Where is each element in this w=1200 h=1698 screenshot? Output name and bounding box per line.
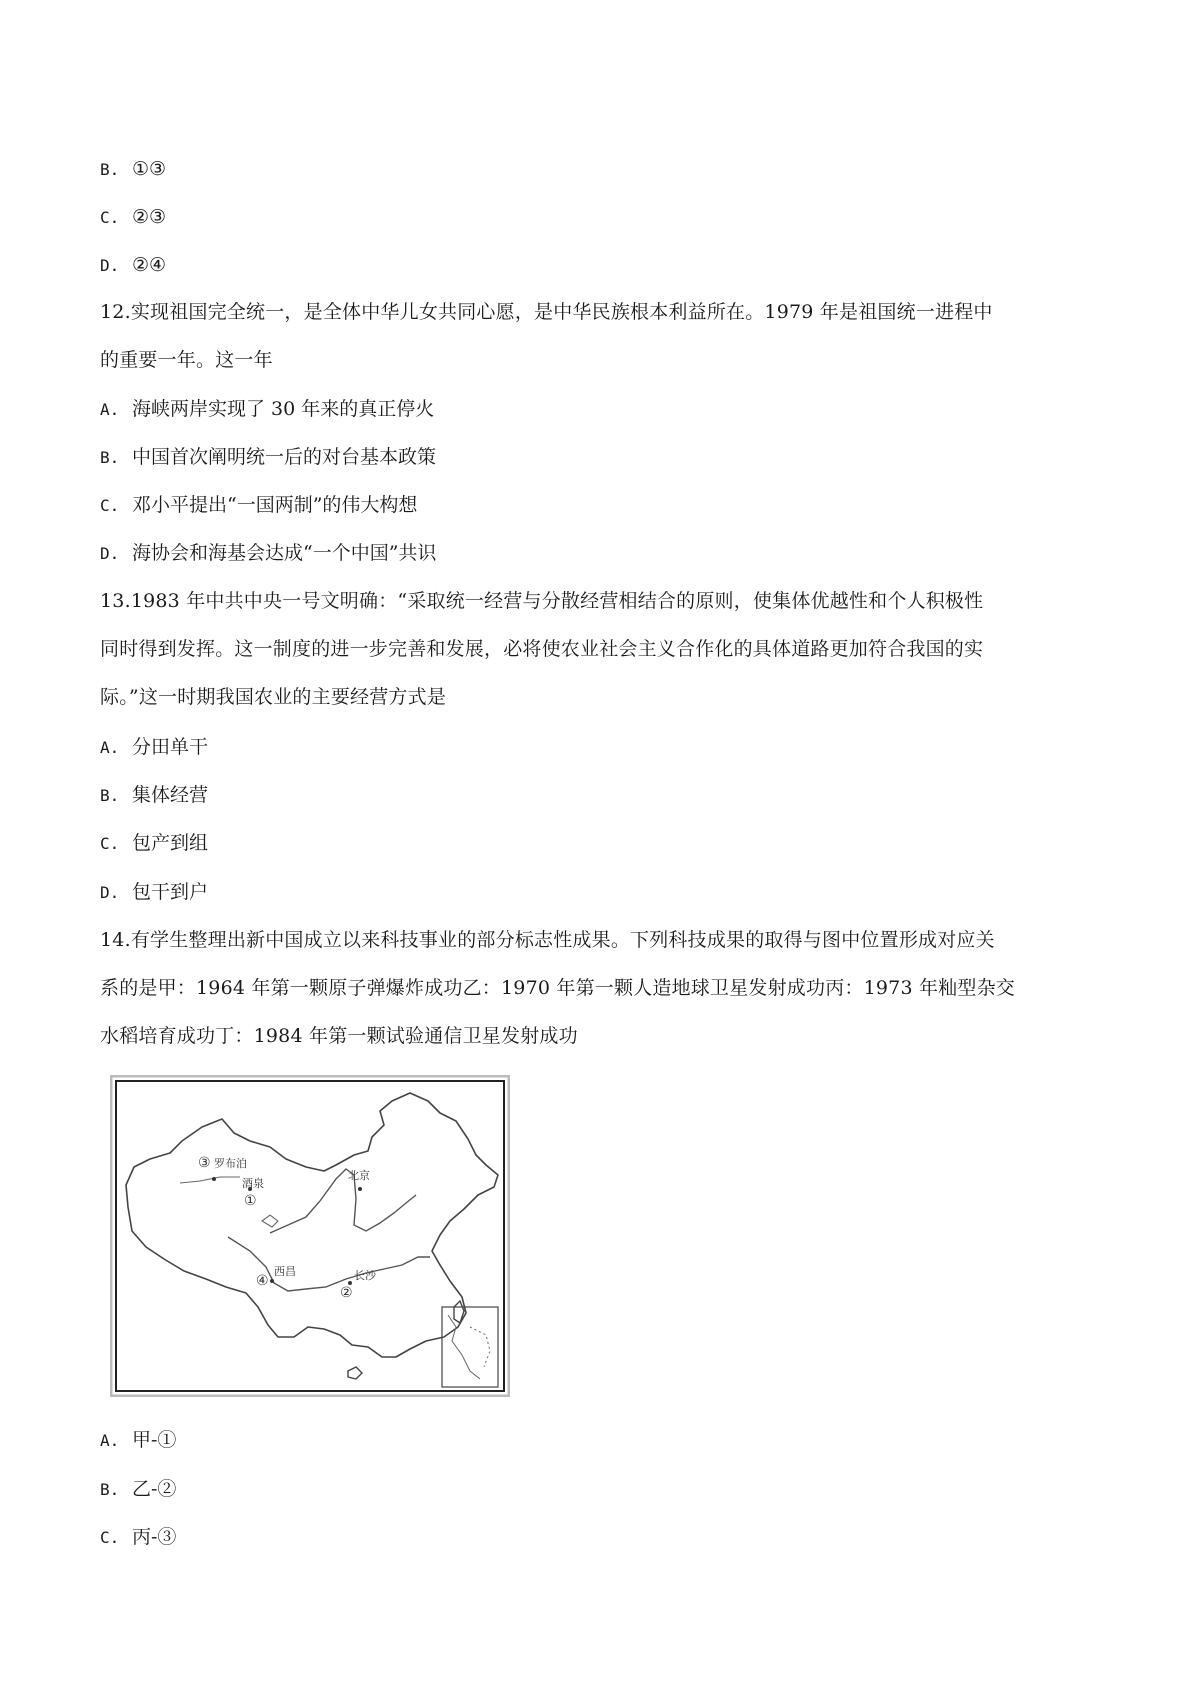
option-text: 丙-③: [132, 1526, 177, 1548]
label-luobupo: 罗布泊: [214, 1157, 247, 1170]
q14-stem-line-1: 14.有学生整理出新中国成立以来科技事业的部分标志性成果。下列科技成果的取得与图中位置形成对应关: [100, 929, 995, 951]
option-letter: B.: [100, 160, 120, 179]
q12-option-b: [100, 445, 1110, 470]
q13-stem-line-3: 际。”这一时期我国农业的主要经营方式是: [100, 686, 447, 708]
hainan-island: [348, 1367, 362, 1379]
label-jiuquan: 酒泉: [242, 1177, 264, 1190]
q13-stem-line-1: 13.1983 年中共中央一号文明确：“采取统一经营与分散经营相结合的原则，使集体优越性和个人积极性: [100, 590, 984, 612]
q13-option-b: [100, 783, 1110, 808]
q12-option-c: [100, 493, 1110, 518]
river-xinjiang: [180, 1177, 240, 1183]
option-text: ②③: [132, 206, 167, 228]
q11-option-d: [100, 253, 1110, 278]
river-lake: [262, 1215, 278, 1227]
q11-option-c: [100, 205, 1110, 230]
china-map: [110, 1075, 510, 1397]
china-map-figure: [110, 1075, 510, 1397]
inset-coast: [448, 1315, 480, 1379]
option-text: 分田单干: [132, 736, 209, 758]
marker-4: ④: [256, 1273, 269, 1289]
q14-option-c: [100, 1525, 1110, 1550]
label-beijing: 北京: [348, 1169, 370, 1182]
map-outer-border: [111, 1076, 509, 1396]
option-text: 中国首次阐明统一后的对台基本政策: [132, 446, 437, 468]
q13-option-a: [100, 735, 1110, 760]
option-letter: C.: [100, 834, 120, 853]
marker-3: ③: [198, 1155, 211, 1171]
q14-stem-line-3: 水稻培育成功丁：1984 年第一颗试验通信卫星发射成功: [100, 1025, 578, 1047]
q14-stem-line-2: 系的是甲：1964 年第一颗原子弹爆炸成功乙：1970 年第一颗人造地球卫星发射成功丙：1973 年籼型杂交: [100, 977, 1015, 999]
option-text: ①③: [132, 158, 167, 180]
yellow-river: [270, 1169, 416, 1233]
option-text: 乙-②: [132, 1478, 177, 1500]
q13-option-c: [100, 831, 1110, 856]
option-letter: B.: [100, 448, 120, 467]
option-text: 集体经营: [132, 784, 209, 806]
q12-stem-line-1: 12.实现祖国完全统一，是全体中华儿女共同心愿，是中华民族根本利益所在。1979 年是祖国统一进程中: [100, 301, 993, 323]
q13-stem-line-2: 同时得到发挥。这一制度的进一步完善和发展，必将使农业社会主义合作化的具体道路更加符合我国的实: [100, 638, 984, 660]
option-letter: D.: [100, 544, 120, 563]
option-letter: A.: [100, 1431, 120, 1450]
option-letter: B.: [100, 786, 120, 805]
option-text: 海协会和海基会达成“一个中国”共识: [132, 542, 437, 564]
option-letter: C.: [100, 1528, 120, 1547]
q11-option-b: [100, 157, 1110, 182]
q12-option-a: [100, 397, 1110, 422]
option-letter: D.: [100, 883, 120, 902]
xichang-dot: [270, 1279, 274, 1283]
inset-islands: [470, 1327, 490, 1367]
option-letter: A.: [100, 400, 120, 419]
q14-option-b: [100, 1477, 1110, 1502]
option-text: 甲-①: [132, 1429, 177, 1451]
option-text: 海峡两岸实现了 30 年来的真正停火: [132, 398, 435, 420]
beijing-dot: [358, 1187, 362, 1191]
option-text: 包干到户: [132, 881, 209, 903]
label-changsha: 长沙: [354, 1269, 376, 1282]
option-letter: A.: [100, 738, 120, 757]
option-letter: B.: [100, 1480, 120, 1499]
label-xichang: 西昌: [274, 1265, 296, 1278]
q13-option-d: [100, 880, 1110, 905]
option-text: 包产到组: [132, 832, 209, 854]
q12-stem-line-2: 的重要一年。这一年: [100, 349, 273, 371]
q14-option-a: [100, 1428, 1110, 1453]
option-text: ②④: [132, 254, 167, 276]
option-letter: C.: [100, 208, 120, 227]
q12-option-d: [100, 541, 1110, 566]
luobupo-dot: [212, 1177, 216, 1181]
option-letter: C.: [100, 496, 120, 515]
marker-2: ②: [340, 1285, 353, 1301]
option-letter: D.: [100, 256, 120, 275]
map-frame: [116, 1081, 504, 1391]
option-text: 邓小平提出“一国两制”的伟大构想: [132, 494, 418, 516]
marker-1: ①: [244, 1193, 257, 1209]
